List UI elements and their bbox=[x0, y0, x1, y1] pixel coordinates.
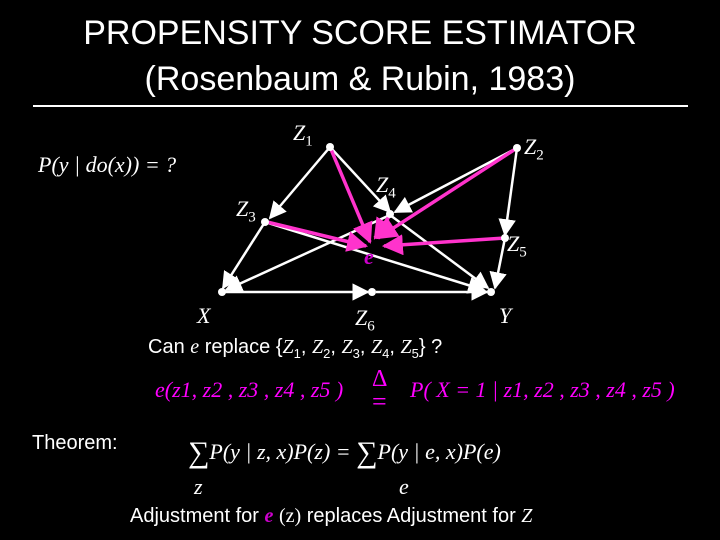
label-y: Y bbox=[499, 303, 512, 328]
label-z6: $Z_6$ bbox=[355, 305, 375, 335]
label-z3: $Z_3$ bbox=[236, 196, 256, 226]
slide-title-line2: (Rosenbaum & Rubin, 1983) bbox=[144, 60, 576, 98]
definition-equals: = bbox=[372, 387, 387, 416]
theorem-index-z: z bbox=[194, 474, 203, 499]
theorem-formula: ∑P(y | z, x)P(z) = ∑P(y | e, x)P(e) bbox=[188, 436, 501, 469]
edge-z1-e bbox=[330, 147, 370, 242]
definition-lhs: e(z1, z2 , z3 , z4 , z5 ) bbox=[155, 377, 344, 402]
node-z4-dot bbox=[386, 210, 394, 218]
label-e: e bbox=[364, 244, 374, 269]
label-z4: $Z_4$ bbox=[376, 172, 396, 202]
edge-z1-z3 bbox=[270, 147, 330, 218]
edge-z3-x bbox=[223, 222, 265, 288]
query-text: P(y | do(x)) = ? bbox=[38, 152, 177, 177]
sum-z-symbol: ∑ bbox=[188, 436, 210, 469]
node-z3-dot bbox=[261, 218, 269, 226]
node-z2-dot bbox=[513, 144, 521, 152]
edge-z5-y bbox=[495, 238, 505, 288]
theorem-label: Theorem: bbox=[32, 432, 118, 454]
node-x-dot bbox=[218, 288, 226, 296]
edge-z2-z4 bbox=[395, 148, 517, 212]
node-z1-dot bbox=[326, 143, 334, 151]
node-y-dot bbox=[487, 288, 495, 296]
footer-line: Adjustment for e (z) replaces Adjustment for Z bbox=[130, 505, 533, 527]
label-z2: $Z_2$ bbox=[524, 134, 544, 164]
definition-rhs: P( X = 1 | z1, z2 , z3 , z4 , z5 ) bbox=[410, 377, 675, 402]
edge-z2-e bbox=[378, 148, 517, 238]
slide-title-line1: PROPENSITY SCORE ESTIMATOR bbox=[83, 14, 637, 52]
sum-e-symbol: ∑ bbox=[356, 436, 378, 469]
node-z6-dot bbox=[368, 288, 376, 296]
question-line: Can e replace {$Z_1$, $Z_2$, $Z_3$, $Z_4$, $Z_5$} ? bbox=[148, 336, 443, 361]
definition-delta: Δ bbox=[372, 366, 388, 392]
edge-z5-e bbox=[384, 238, 505, 246]
label-x: X bbox=[197, 303, 211, 328]
edge-z2-z5 bbox=[505, 148, 517, 235]
label-z5: $Z_5$ bbox=[507, 231, 527, 261]
label-z1: $Z_1$ bbox=[293, 120, 313, 150]
theorem-index-e: e bbox=[399, 474, 409, 499]
